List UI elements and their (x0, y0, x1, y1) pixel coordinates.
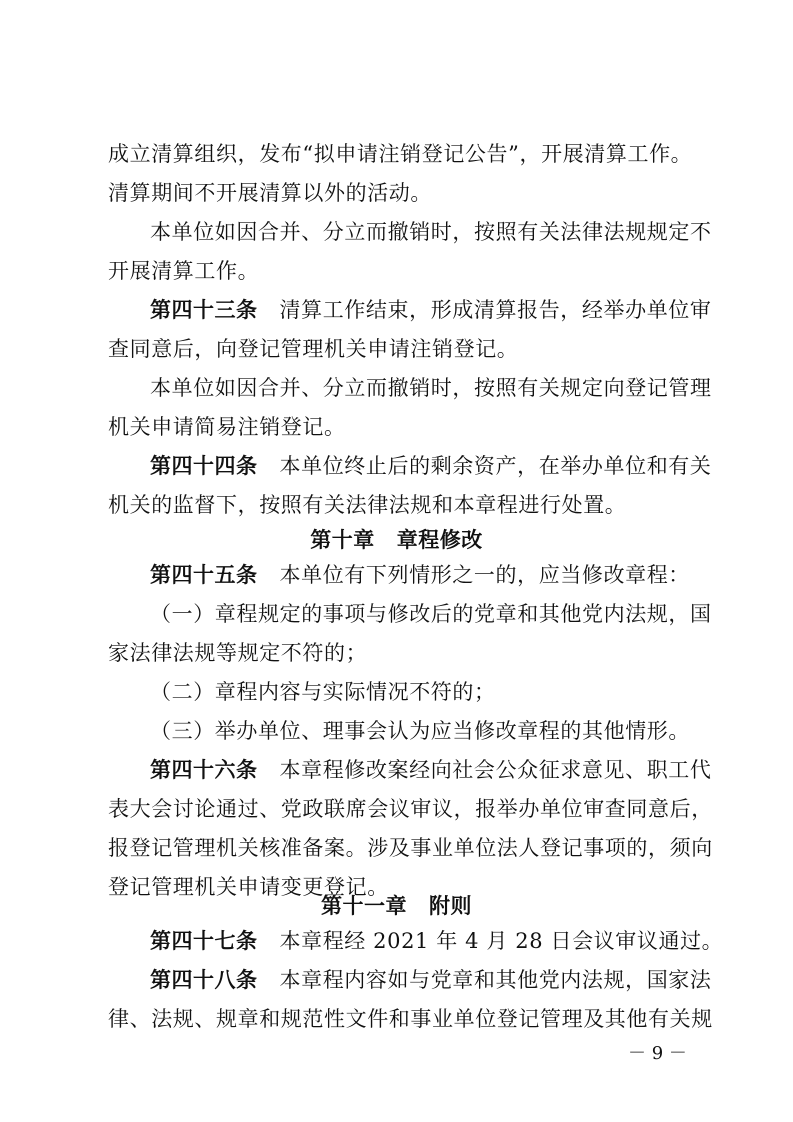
article-46 (150, 748, 712, 792)
article-45 (150, 553, 698, 597)
body-line: 查同意后，向登记管理机关申请注销登记。 (108, 337, 519, 361)
article-label: 第四十五条 (150, 563, 258, 587)
chapter-title: 章程修改 (396, 528, 483, 552)
body-line: 律、法规、规章和规范性文件和事业单位登记管理及其他有关规 (108, 1007, 713, 1031)
body-line: 开展清算工作。 (108, 259, 260, 283)
body-line: 表大会讨论通过、党政联席会议审议，报举办单位审查同意后， (108, 797, 713, 821)
article-43 (150, 288, 712, 332)
article-text: 清算工作结束，形成清算报告，经举办单位审 (279, 298, 712, 322)
article-label: 第四十七条 (150, 929, 258, 953)
article-text: 本章程内容如与党章和其他党内法规，国家法 (279, 968, 712, 992)
article-text: 本章程修改案经向社会公众征求意见、职工代 (279, 758, 712, 782)
body-line: 本单位如因合并、分立而撤销时，按照有关规定向登记管理 (150, 376, 712, 400)
article-text: 本单位终止后的剩余资产，在举办单位和有关 (279, 454, 712, 478)
article-label: 第四十六条 (150, 758, 258, 782)
article-label: 第四十三条 (150, 298, 258, 322)
article-44 (150, 444, 712, 488)
body-line: 家法律法规等规定不符的； (108, 641, 368, 665)
article-text: 本单位有下列情形之一的，应当修改章程： (279, 563, 690, 587)
article-label: 第四十四条 (150, 454, 258, 478)
chapter-number: 第十章 (310, 528, 375, 552)
list-item: （一）章程规定的事项与修改后的党章和其他党内法规，国 (150, 602, 712, 626)
body-line: 清算期间不开展清算以外的活动。 (108, 181, 432, 205)
article-label: 第四十八条 (150, 968, 258, 992)
body-line: 登记管理机关申请变更登记。 (108, 875, 389, 899)
body-line: 成立清算组织，发布“拟申请注销登记公告”，开展清算工作。 (108, 142, 693, 166)
body-line: 机关的监督下，按照有关法律法规和本章程进行处置。 (108, 493, 627, 517)
body-line: 机关申请简易注销登记。 (108, 415, 346, 439)
body-line: 本单位如因合并、分立而撤销时，按照有关法律法规规定不 (150, 220, 712, 244)
article-48 (150, 958, 712, 1002)
article-text: 本章程经 2021 年 4 月 28 日会议审议通过。 (279, 929, 724, 953)
chapter-title: 附则 (429, 894, 472, 918)
article-47 (150, 919, 724, 963)
list-item: （二）章程内容与实际情况不符的； (150, 680, 496, 704)
body-line: 报登记管理机关核准备案。涉及事业单位法人登记事项的，须向 (108, 836, 713, 860)
list-item: （三）举办单位、理事会认为应当修改章程的其他情形。 (150, 719, 690, 743)
page-number: － 9 － (628, 1043, 687, 1064)
chapter-number: 第十一章 (321, 894, 407, 918)
